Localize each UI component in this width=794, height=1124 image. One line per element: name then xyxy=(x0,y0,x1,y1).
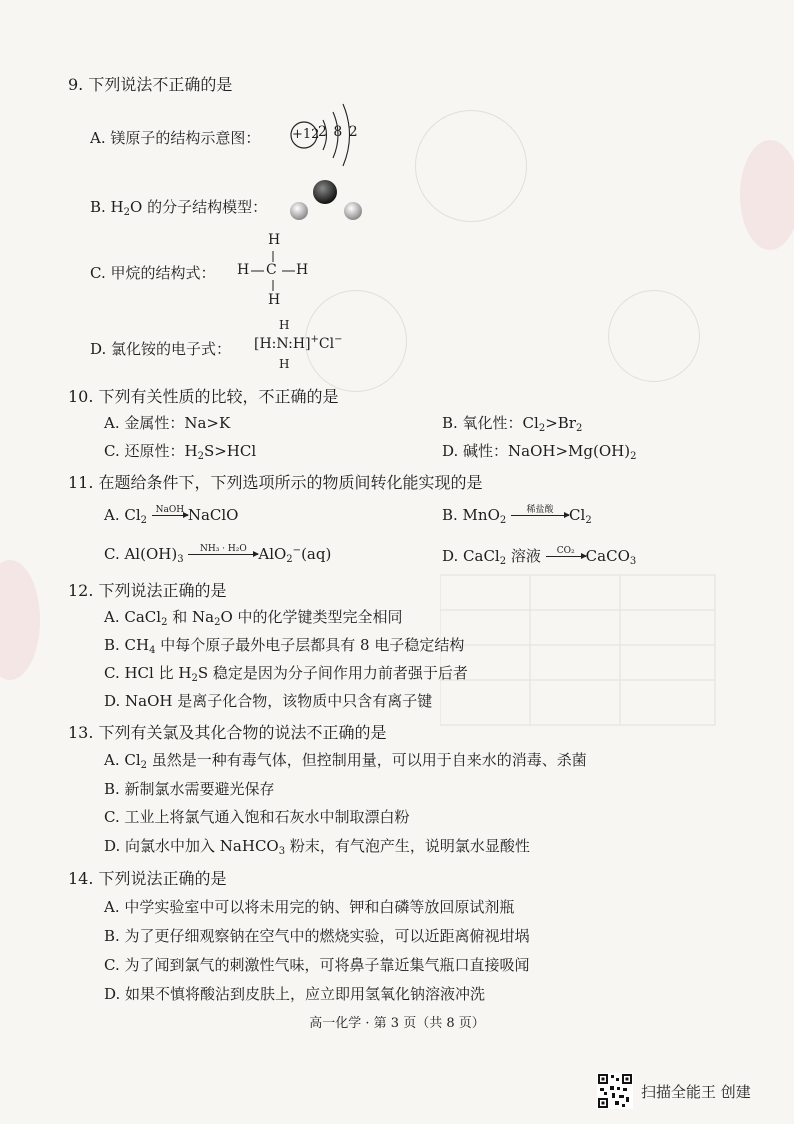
q13-option-a: A. $Cl_2$ 虽然是一种有毒气体，但控制用量，可以用于自来水的消毒、杀菌 xyxy=(104,751,587,771)
q11-option-d: D. CaCl$_2$ 溶液 CO₂ CaCO$_3$ xyxy=(442,545,637,567)
bleed-table xyxy=(440,570,720,730)
q9-option-d-label: D. 氯化铵的电子式： xyxy=(90,340,232,358)
methane-c: C xyxy=(266,262,277,278)
scanner-label: 扫描全能王 创建 xyxy=(641,1082,751,1101)
q14-option-b: B. 为了更仔细观察钠在空气中的燃烧实验，可以近距离俯视坩埚 xyxy=(104,927,530,945)
question-10-title: 10. 下列有关性质的比较，不正确的是 xyxy=(68,387,339,406)
methane-h-bottom: H xyxy=(268,292,281,308)
q9-option-c-label: C. 甲烷的结构式： xyxy=(90,264,216,282)
mg-nucleus-charge: +12 xyxy=(292,127,320,142)
q9-option-a-label: A. 镁原子的结构示意图： xyxy=(90,129,261,147)
methane-h-right: H xyxy=(296,262,309,278)
methane-h-top: H xyxy=(268,232,281,248)
q14-option-a: A. 中学实验室中可以将未用完的钠、钾和白磷等放回原试剂瓶 xyxy=(104,898,515,916)
question-11-title: 11. 在题给条件下，下列选项所示的物质间转化能实现的是 xyxy=(68,473,483,492)
q12-option-b: B. $CH_4$ 中每个原子最外电子层都具有 8 电子稳定结构 xyxy=(104,636,465,656)
scanner-watermark xyxy=(597,1073,751,1109)
question-12-title: 12. 下列说法正确的是 xyxy=(68,581,227,600)
q10-option-d: D. 碱性：$NaOH>Mg(OH)_2$ xyxy=(442,442,637,462)
question-13-title: 13. 下列有关氯及其化合物的说法不正确的是 xyxy=(68,723,387,742)
reaction-arrow: NH₃ · H₂O xyxy=(188,544,258,555)
q14-option-c: C. 为了闻到氯气的刺激性气味，可将鼻子靠近集气瓶口直接吸闻 xyxy=(104,956,530,974)
methane-bonds xyxy=(245,248,305,294)
q10-option-c: C. 还原性：$H_2S>HCl$ xyxy=(104,442,257,462)
question-9-title: 9. 下列说法不正确的是 xyxy=(68,75,233,94)
q10-option-b: B. 氧化性：$Cl_2>Br_2$ xyxy=(442,414,583,434)
nh4-h-top: H xyxy=(279,318,290,332)
qr-code-icon xyxy=(597,1073,633,1109)
question-14-title: 14. 下列说法正确的是 xyxy=(68,869,227,888)
nh4-h-bottom: H xyxy=(279,357,290,371)
q12-option-c: C. HCl 比 $H_2S$ 稳定是因为分子间作用力前者强于后者 xyxy=(104,664,468,684)
reaction-arrow: CO₂ xyxy=(546,546,586,557)
q13-option-b: B. 新制氯水需要避光保存 xyxy=(104,780,275,798)
water-molecule-model xyxy=(285,178,370,226)
stain-mark xyxy=(0,560,40,680)
methane-h-left: H xyxy=(237,262,250,278)
q12-option-a: A. CaCl$_2$ 和 $Na_2O$ 中的化学键类型完全相同 xyxy=(104,608,403,628)
reaction-arrow: 稀盐酸 xyxy=(511,505,569,516)
bleed-ring xyxy=(608,290,700,382)
reaction-arrow: NaOH xyxy=(152,505,188,516)
ammonium-formula: [H:N:H]+Cl− xyxy=(254,334,343,352)
q13-option-d: D. 向氯水中加入 NaHCO$_3$ 粉末，有气泡产生，说明氯水显酸性 xyxy=(104,837,530,857)
q12-option-d: D. NaOH 是离子化合物，该物质中只含有离子键 xyxy=(104,692,433,710)
stain-mark xyxy=(740,140,794,250)
q11-option-b: B. MnO$_2$ 稀盐酸 $Cl_2$ xyxy=(442,504,592,526)
q10-option-a: A. 金属性：Na>K xyxy=(104,414,231,432)
q14-option-d: D. 如果不慎将酸沾到皮肤上，应立即用氢氧化钠溶液冲洗 xyxy=(104,985,486,1003)
bleed-ring xyxy=(415,110,527,222)
q13-option-c: C. 工业上将氯气通入饱和石灰水中制取漂白粉 xyxy=(104,808,410,826)
q11-option-a: A. $Cl_2$ NaOH NaClO xyxy=(104,504,239,526)
mg-electron-shells: 2 8 2 xyxy=(318,124,359,140)
page-footer: 高一化学 · 第 3 页（共 8 页） xyxy=(309,1016,485,1031)
q11-option-c: C. $Al(OH)_3$ NH₃ · H₂O AlO$_2$−(aq) xyxy=(104,543,332,565)
q9-option-b-label: B. $H_2O$ 的分子结构模型： xyxy=(90,198,268,218)
